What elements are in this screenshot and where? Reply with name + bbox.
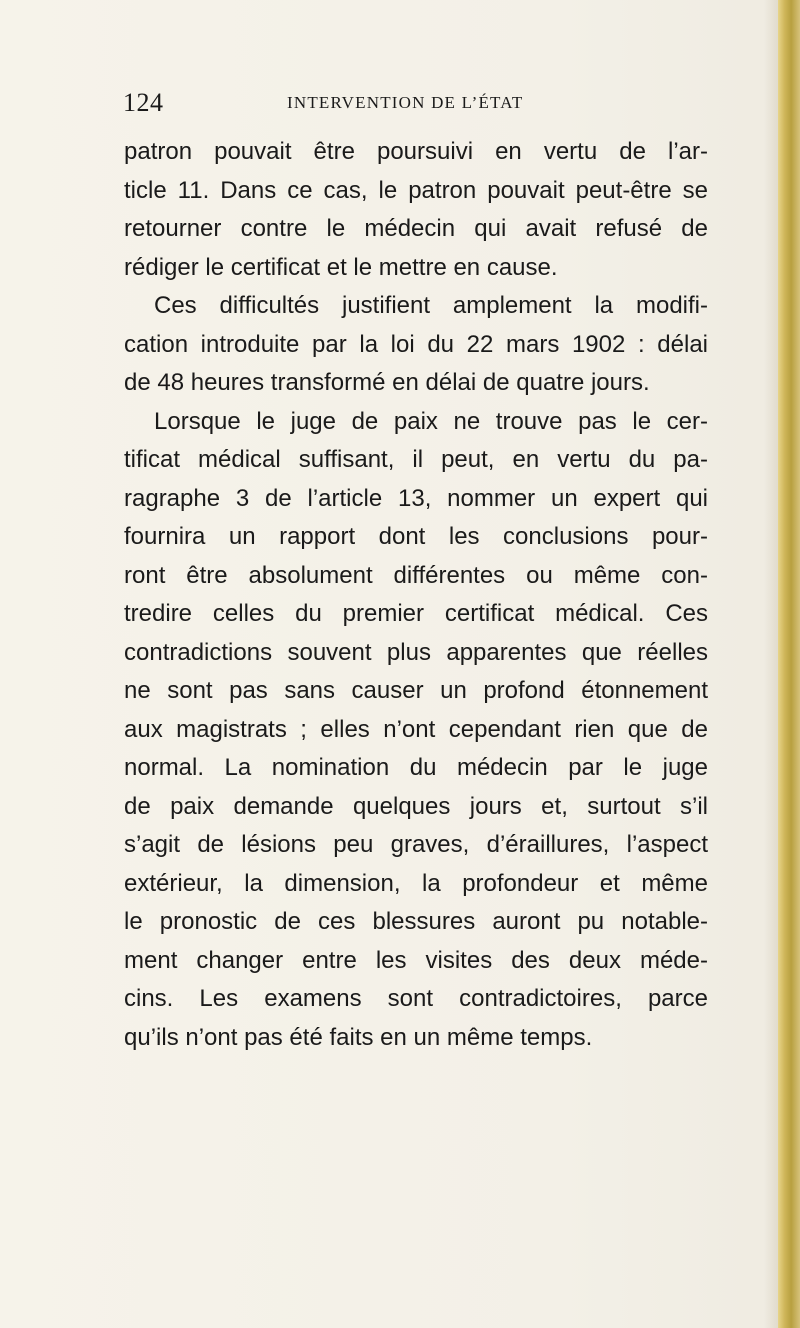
page-gilded-edge — [778, 0, 800, 1328]
text-line: extérieur, la dimension, la profondeur et même — [124, 869, 708, 897]
text-line: normal. La nomination du médecin par le juge — [124, 754, 708, 781]
text-line: ment changer entre les visites des deux méde- — [124, 946, 708, 974]
text-line: tificat médical suffisant, il peut, en vertu du pa- — [124, 446, 708, 473]
page-number: 124 — [123, 88, 164, 117]
text-line: le pronostic de ces blessures auront pu notable- — [124, 908, 708, 935]
text-line: aux magistrats ; elles n’ont cependant rien que de — [124, 715, 708, 743]
running-title: INTERVENTION DE L’ÉTAT — [287, 93, 524, 112]
text-line: Ces difficultés justifient amplement la modifi- — [154, 292, 708, 319]
text-line: qu’ils n’ont pas été faits en un même temps. — [124, 1023, 593, 1051]
text-line: de 48 heures transformé en délai de quatre jours. — [124, 369, 650, 396]
text-line: ront être absolument différentes ou même con- — [124, 561, 708, 589]
text-line: s’agit de lésions peu graves, d’éraillures, l’aspect — [124, 831, 708, 858]
text-line: Lorsque le juge de paix ne trouve pas le cer- — [154, 407, 708, 435]
body-text — [124, 133, 708, 1057]
text-line: ne sont pas sans causer un profond étonnement — [124, 677, 708, 704]
page-edge-shadow — [764, 0, 778, 1328]
text-line: de paix demande quelques jours et, surtout s’il — [124, 792, 708, 820]
text-line: contradictions souvent plus apparentes que réelles — [124, 638, 708, 666]
text-line: tredire celles du premier certificat médical. Ces — [124, 600, 708, 627]
text-line: ticle 11. Dans ce cas, le patron pouvait peut-être se — [124, 176, 708, 204]
text-line: patron pouvait être poursuivi en vertu de l’ar- — [124, 138, 708, 165]
text-line: cation introduite par la loi du 22 mars 1902 : délai — [124, 330, 708, 358]
text-line: fournira un rapport dont les conclusions pour- — [124, 523, 708, 550]
text-line: ragraphe 3 de l’article 13, nommer un expert qui — [124, 484, 708, 512]
text-line: rédiger le certificat et le mettre en cause. — [124, 253, 558, 281]
text-line: cins. Les examens sont contradictoires, parce — [124, 985, 708, 1012]
text-line: retourner contre le médecin qui avait refusé de — [124, 215, 708, 242]
running-head — [123, 88, 723, 120]
